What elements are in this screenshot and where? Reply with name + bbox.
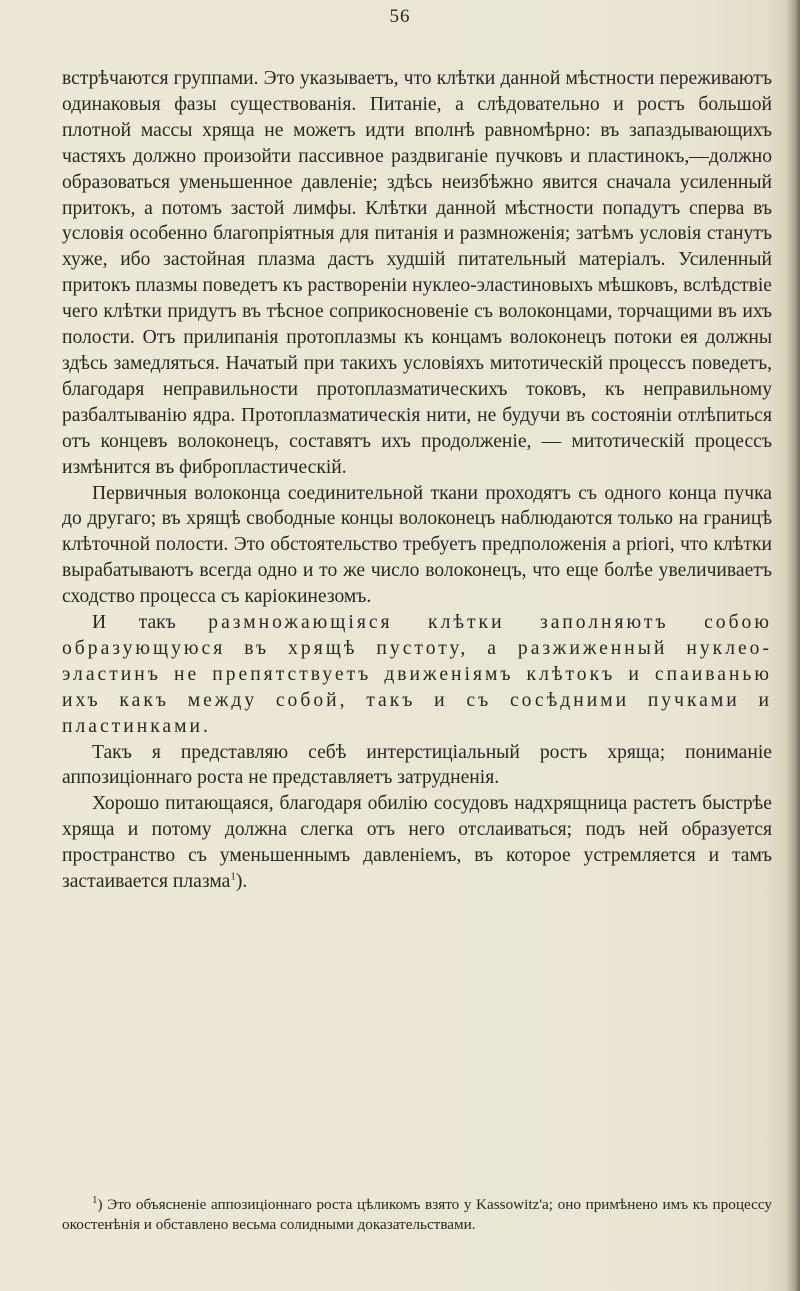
paragraph-3-lead: И такъ	[92, 612, 209, 634]
paragraph-2: Первичныя волоконца соединительной ткани проходятъ съ одного конца пучка до другаго; въ хрящѣ свободные концы волоконецъ наблюдаются только на границѣ клѣточной полости. Это обстоятельство требуетъ предположенія a priori, что клѣтки вырабатываютъ всегда одно и то же число волоконецъ, что еще болѣе увеличиваетъ сходство процесса съ каріокинезомъ.	[62, 482, 772, 608]
main-text	[62, 66, 772, 895]
paragraph-5	[62, 791, 772, 895]
paragraph-3	[62, 610, 772, 740]
footnote	[62, 1195, 772, 1235]
paragraph-5-text: Хорошо питающаяся, благодаря обилію сосудовъ надхрящница растетъ быстрѣе хряща и потому должна слегка отъ него отслаиваться; подъ ней образуется пространство съ уменьшеннымъ давленіемъ, въ которое устремляется и тамъ застаивается плазма	[62, 793, 772, 893]
paragraph-4: Такъ я представляю себѣ интерстиціальный ростъ хряща; пониманіе аппозиціоннаго роста не представляетъ затрудненія.	[62, 741, 772, 789]
page-edge-shadow	[786, 0, 800, 1291]
paragraph-5-end: ).	[235, 871, 248, 893]
paragraph-3-emphasis: размножающіяся клѣтки заполняютъ собою образующуюся въ хрящѣ пустоту, а разжиженный нуклео-эластинъ не препятствуетъ движеніямъ клѣтокъ и спаиванью ихъ какъ между собой, такъ и съ сосѣдними пучками и пластинками.	[62, 612, 772, 737]
page-number: 56	[389, 6, 411, 27]
footnote-text: ) Это объясненіе аппозиціоннаго роста цѣликомъ взято у Kassowitz'а; оно примѣнено имъ къ процессу окостенѣнія и обставлено весьма солидными доказательствами.	[62, 1196, 772, 1233]
paragraph-1: встрѣчаются группами. Это указываетъ, что клѣтки данной мѣстности переживаютъ одинаковыя фазы существованія. Питаніе, а слѣдовательно и ростъ большой плотной массы хряща не можетъ идти вполнѣ равномѣрно: въ запаздывающихъ частяхъ должно произойти пассивное раздвиганіе пучковъ и пластинокъ,—должно образоваться уменьшенное давленіе; здѣсь неизбѣжно явится сначала усиленный притокъ, а потомъ застой лимфы. Клѣтки данной мѣстности попадутъ сперва въ условія особенно благопріятныя для питанія и размноженія; затѣмъ условія станутъ хуже, ибо застойная плазма дастъ худшій питательный матеріалъ. Усиленный притокъ плазмы поведетъ къ раствореніи нуклео-эластиновыхъ мѣшковъ, вслѣдствіе чего клѣтки придутъ въ тѣсное соприкосновеніе съ волоконцами, торчащими въ ихъ полости. Отъ прилипанія протоплазмы къ концамъ волоконецъ потоки ея должны здѣсь замедляться. Начатый при такихъ условіяхъ митотическій процессъ поведетъ, благодаря неправильности протоплазматическихъ токовъ, къ неправильному разбалтыванію ядра. Протоплазматическія нити, не будучи въ состояніи отлѣпиться отъ концевъ волоконецъ, составятъ ихъ продолженіе, — митотическій процессъ измѣнится въ фибропластическій.	[62, 68, 772, 478]
footnote-reference: 1	[230, 870, 236, 883]
footnote-marker: 1	[92, 1193, 98, 1206]
